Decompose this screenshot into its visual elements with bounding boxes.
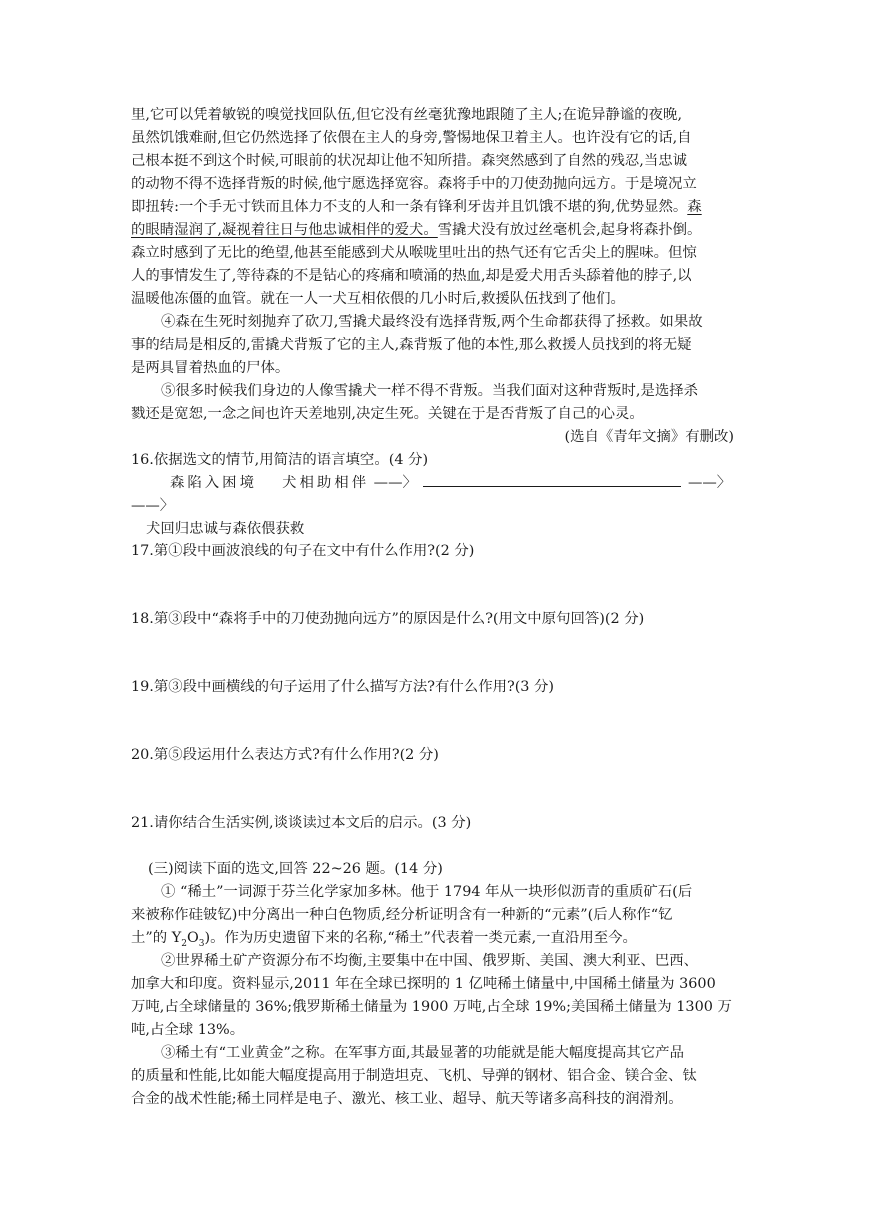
text-line: 是两具冒着热血的尸体。 (131, 360, 290, 376)
question-20: 20.第⑤段运用什么表达方式?有什么作用?(2 分) (131, 747, 439, 763)
text-line (131, 927, 741, 950)
passage3-paragraph-1 (131, 881, 741, 950)
text-segment: 土”的 Y (131, 930, 182, 946)
section-heading: (三)阅读下面的选文,回答 22~26 题。(14 分) (148, 861, 443, 877)
passage-paragraph-5 (131, 380, 741, 426)
underlined-sentence: 森 (687, 199, 702, 215)
flow-arrow: ——〉 (688, 475, 732, 491)
text-line: 的质量和性能,比如能大幅度提高用于制造坦克、飞机、导弹的钢材、铝合金、镁合金、钛 (131, 1068, 697, 1084)
text-line: 合金的战术性能;稀土同样是电子、激光、核工业、超导、航天等诸多高科技的润滑剂。 (131, 1091, 683, 1107)
text-line: 加拿大和印度。资料显示,2011 年在全球已探明的 1 亿吨稀土储量中,中国稀土储量为 3600 (131, 976, 716, 992)
text-line: 的动物不得不选择背叛的时候,他宁愿选择宽容。森将手中的刀使劲抛向远方。于是境况立 (131, 176, 697, 192)
passage-paragraph-3 (131, 104, 741, 311)
text-line: 人的事情发生了,等待森的不是钻心的疼痛和喷涌的热血,却是爱犬用舌头舔着他的脖子,以 (131, 268, 692, 284)
question-21: 21.请你结合生活实例,谈谈读过本文后的启示。(3 分) (131, 815, 472, 831)
question-19: 19.第③段中画横线的句子运用了什么描写方法?有什么作用?(3 分) (131, 679, 555, 695)
text-line: 温暖他冻僵的血管。就在一人一犬互相依偎的几小时后,救援队伍找到了他们。 (131, 291, 625, 307)
text-segment: 雪撬犬没有放过丝毫机会,起身将森扑倒。 (437, 222, 702, 238)
text-line: 戮还是宽恕,一念之间也许天差地别,决定生死。关键在于是否背叛了自己的心灵。 (131, 406, 644, 422)
text-line: ③稀土有“工业黄金”之称。在军事方面,其最显著的功能就是能大幅度提高其它产品 (161, 1045, 684, 1061)
underlined-sentence: 的眼睛湿润了,凝视着往日与他忠诚相伴的爱犬。 (131, 222, 438, 238)
text-line: 里,它可以凭着敏锐的嗅觉找回队伍,但它没有丝毫犹豫地跟随了主人;在诡异静谧的夜晚, (131, 107, 683, 123)
text-line: 虽然饥饿难耐,但它仍然选择了依偎在主人的身旁,警惕地保卫着主人。也许没有它的话,自 (131, 130, 692, 146)
text-line: 森立时感到了无比的绝望,他甚至能感到犬从喉咙里吐出的热气还有它舌尖上的腥味。但惊 (131, 245, 697, 261)
flow-arrow: ——〉 (373, 475, 417, 491)
passage-paragraph-4 (131, 311, 741, 380)
answer-blank[interactable] (423, 472, 681, 487)
subscript: 2 (181, 938, 187, 949)
text-line: 事的结局是相反的,雷撬犬背叛了它的主人,森背叛了他的本性,那么救援人员找到的将无疑 (131, 337, 692, 353)
text-line: ④森在生死时刻抛弃了砍刀,雪撬犬最终没有选择背叛,两个生命都获得了拯救。如果故 (161, 314, 703, 330)
text-line: 万吨,占全球储量的 36%;俄罗斯稀土储量为 1900 万吨,占全球 19%;美国稀土储量为 1300 万 (131, 999, 732, 1015)
flow-step: 森陷入困境 (170, 475, 257, 491)
text-line (131, 196, 741, 219)
subscript: 3 (198, 938, 205, 949)
flow-step: 犬回归忠诚与森依偎获救 (146, 521, 305, 537)
text-line: 来被称作硅铍钇)中分离出一种白色物质,经分析证明含有一种新的“元素”(后人称作“钇 (131, 907, 673, 923)
text-line: ②世界稀土矿产资源分布不均衡,主要集中在中国、俄罗斯、美国、澳大利亚、巴西、 (161, 953, 699, 969)
passage3-paragraph-3 (131, 1042, 741, 1111)
text-line: ⑤很多时候我们身边的人像雪撬犬一样不得不背叛。当我们面对这种背叛时,是选择杀 (161, 383, 699, 399)
question-18: 18.第③段中“森将手中的刀使劲抛向远方”的原因是什么?(用文中原句回答)(2 分) (131, 611, 645, 627)
question-16: 16.依据选文的情节,用简洁的语言填空。(4 分) (131, 452, 429, 468)
text-segment: O (186, 930, 199, 946)
text-segment: 即扭转:一个手无寸铁而且体力不支的人和一条有锋利牙齿并且饥饿不堪的狗,优势显然。 (131, 199, 688, 215)
question-16-flow (170, 472, 731, 495)
text-line: 吨,占全球 13%。 (131, 1022, 245, 1038)
text-line: 己根本挺不到这个时候,可眼前的状况却让他不知所措。森突然感到了自然的残忍,当忠诚 (131, 153, 687, 169)
passage3-paragraph-2 (131, 950, 741, 1042)
flow-step: 犬相助相伴 (282, 475, 370, 491)
text-line (131, 219, 741, 242)
text-line: ① “稀土”一词源于芬兰化学家加多林。他于 1794 年从一块形似沥青的重质矿石(后 (161, 884, 693, 900)
question-17: 17.第①段中画波浪线的句子在文中有什么作用?(2 分) (131, 543, 475, 559)
text-segment: )。作为历史遗留下来的名称,“稀土”代表着一类元素,一直沿用至今。 (204, 930, 637, 946)
source-citation: (选自《青年文摘》有删改) (564, 429, 734, 445)
flow-arrow: ——〉 (131, 498, 175, 514)
